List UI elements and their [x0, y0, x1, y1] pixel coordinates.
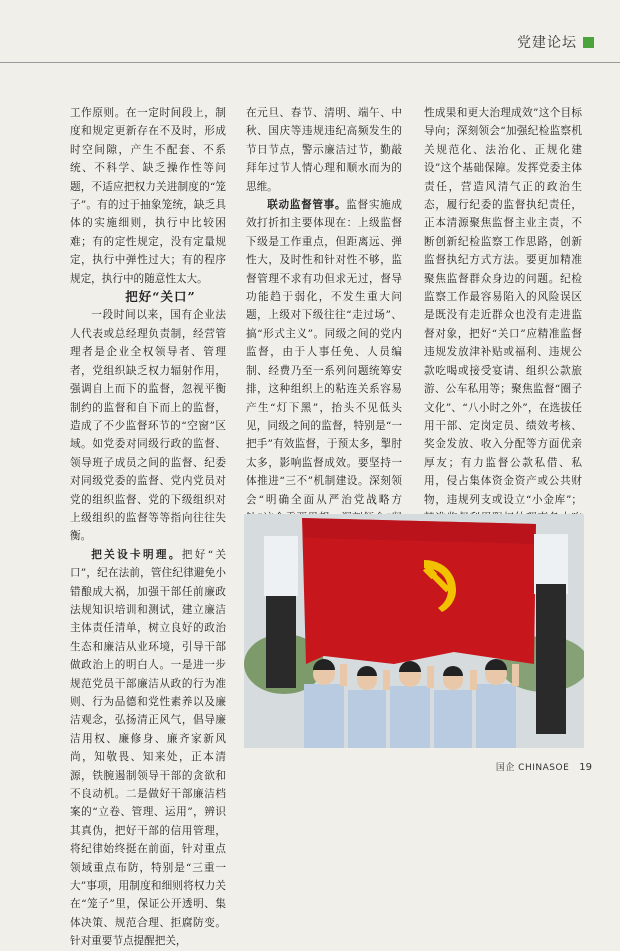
column-1-continued-paragraph: 工作原则。在一定时间段上，制度和规定更新存在不及时，形成时空间隙，产生不配套、不系统、不科学、缺乏操作性等问题，不适应把权力关进制度的“笼子”。有的过于抽象笼统，缺乏具体的实施细则，执行中比较困难；有的定性规定，没有定量规定，执行中弹性过大；有的程序规定，执行中的随意性太大。	[70, 107, 226, 285]
paragraph-body: 把好“关口”，纪在法前，管住纪律避免小错酿成大祸，加强干部任前廉政法规知识培训和测试，建立廉洁主体责任清单，树立良好的政治生态和廉洁从业环境，引导干部做政治上的明白人。一是进一步规范党员干部廉洁从政的行为准则、行为品德和党性素养以及廉洁观念，弘扬清正风气，倡导廉洁用权、廉修身、廉齐家新风尚，知敬畏、知来处，正本清源，铁腕遏制领导干部的贪欲和不良动机。二是做好干部廉洁档案的“立卷、管理、运用”，辨识其真伪，把好干部的信用管理，将纪律始终挺在前面，针对重点领域重点布防，特别是“三重一大”事项，用制度和细则将权力关在“笼子”里，保证公开透明、集体决策、规范合理、拒腐防变。针对重要节点提醒把关，	[70, 548, 226, 948]
subheading: 把好“关口”	[125, 289, 196, 305]
header-divider	[0, 62, 620, 63]
column-3-continued-paragraph: 性成果和更大治理成效”这个目标导向；深刻领会“加强纪检监察机关规范化、法治化、正规化建设”这个基础保障。发挥党委主体责任，营造风清气正的政治生态，履行纪委的监督执纪责任，正本清源聚焦监督主业主责，不断创新纪检监察工作思路，创新监督执纪方式方法。要更加精准聚焦监督群众身边的问题。纪检监察工作最容易陷入的风险误区是既没有走近群众也没有走进监督对象，把好“关口”应精准监督违规发放津补贴或福利、违规公款吃喝或接受宴请、组织公款旅游、公车私用等；聚焦监督“圈子文化”、“八小时之外”，在选拔任用干部、定岗定员、绩效考核、奖金发放、收入分配等方面优亲厚友；有力监督公款私借、私用，侵占集体资金资产或公共财物，违规列支或设立“小金库”；	[424, 107, 582, 506]
paragraph-lead: 把关设卡明理。	[91, 548, 182, 561]
party-oath-photo	[244, 514, 584, 748]
paragraph-body: 监督实施成效打折扣主要体现在：上级监督下级是工作重点，但距离远、弹性大，及时性和针对性不够，监督管理不求有功但求无过，督导功能趋于弱化，不发生重大问题，上级对下级往往“走过场”、搞“形式主义”。同级之间的党内监督，由于人事任免、人员编制、经费乃至一系列问题统筹安排，这种组织上的粘连关系容易产生“灯下黑”，抬头不见低头见，同级之间的监督，特别是“一把手”有效监督，于预太多，掣肘太多，影响监督成效。要坚持一体推进“三不”机制建设。深刻领会“明确全面从严治党战略方	[246, 199, 403, 506]
magazine-brand: 国企 CHINASOE	[495, 763, 570, 773]
column-1	[70, 104, 226, 951]
page-number: 19	[579, 762, 592, 773]
section-marker-icon	[583, 37, 594, 48]
page-footer	[496, 760, 592, 773]
section-header	[517, 32, 594, 52]
column-1-paragraph-2	[70, 546, 226, 951]
column-2-continued-paragraph: 在元旦、春节、清明、端午、中秋、国庆等违规违纪高频发生的节日节点，警示廉洁过节，勤敲拜年过节人情心理和顺水而为的思维。	[246, 107, 402, 193]
paragraph-lead: 联动监督管事。	[267, 199, 347, 212]
column-1-paragraph-1: 一段时间以来，国有企业法人代表或总经理负责制，经营管理者是企业全权领导者、管理者，党组织缺乏权力辐射作用，强调自上而下的监督，忽视平衡制约的监督和自下而上的监督，造成了不少监督环节的“空窗”区域。如党委对同级行政的监督、领导班子成员之间的监督、纪委对同级党委的监督、党内党员对党的组织监督、党的下级组织对上级组织的监督等等指向往往失衡。	[70, 309, 226, 543]
section-title: 党建论坛	[517, 35, 577, 51]
photo-illustration	[244, 514, 584, 748]
